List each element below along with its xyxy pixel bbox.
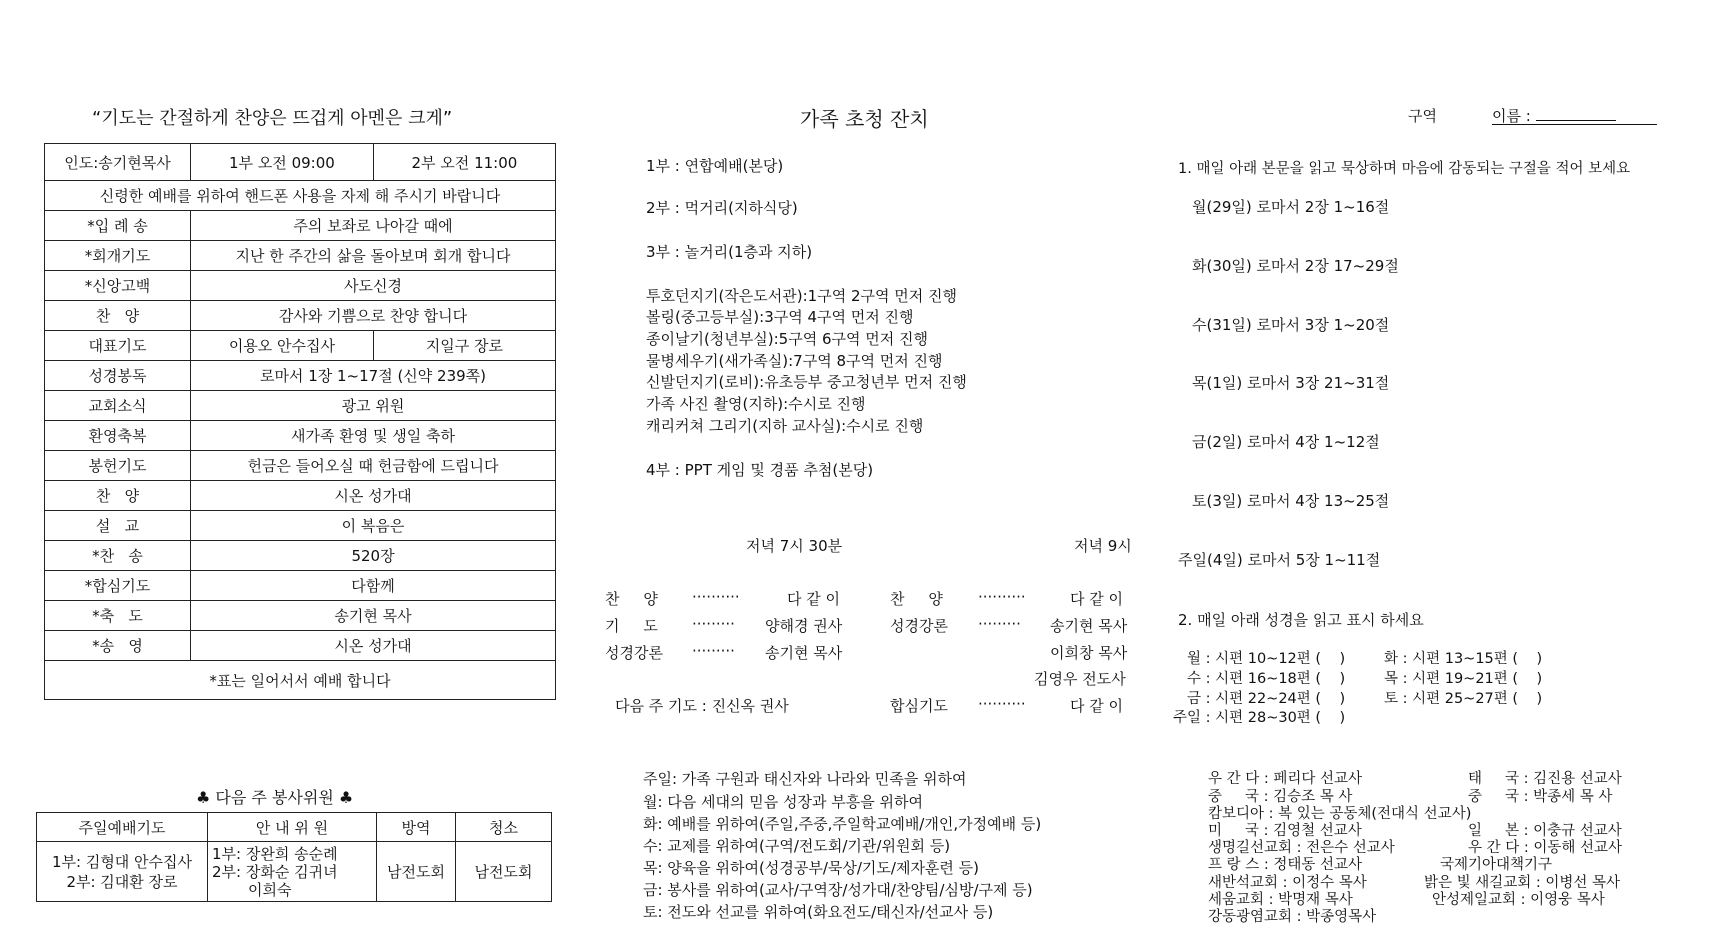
mission-item: 일 본 : 이충규 선교사: [1468, 823, 1622, 839]
order-label: 찬 양: [45, 301, 191, 331]
leader-dots: ·········: [692, 615, 735, 633]
game-item: 종이날기(청년부실):5구역 6구역 먼저 진행: [646, 330, 928, 348]
duty-prayer-1: 1부: 김형대 안수집사: [51, 852, 193, 871]
night-name: 김영우 전도사: [1034, 670, 1126, 688]
evening-label: 기 도: [605, 617, 658, 635]
night-label: 성경강론: [890, 617, 948, 635]
night-name: 이희창 목사: [1050, 644, 1128, 662]
name-blank: [1536, 120, 1616, 121]
mission-item: 안성제일교회 : 이영웅 목사: [1432, 892, 1605, 908]
section2-title: 2. 매일 아래 성경을 읽고 표시 하세요: [1178, 611, 1424, 629]
prayer-topic: 목: 양육을 위하여(성경공부/묵상/기도/제자훈련 등): [643, 859, 980, 877]
table-row: [45, 451, 556, 481]
order-label: 대표기도: [45, 331, 191, 361]
name-label-text: 이름 :: [1492, 107, 1531, 125]
mission-item: 중 국 : 김승조 목 사: [1208, 789, 1353, 805]
night-name: 다 같 이: [1070, 590, 1124, 608]
prayer-topic: 수: 교제를 위하여(구역/전도회/기관/위원회 등): [643, 837, 951, 855]
table-row: [45, 631, 556, 661]
evening-name: 다 같 이: [787, 590, 841, 608]
duty-prayer: [37, 842, 208, 902]
mission-item: 중 국 : 박종세 목 사: [1468, 789, 1613, 805]
mission-item: 세움교회 : 박명재 목사: [1208, 892, 1353, 908]
motto: “기도는 간절하게 찬양은 뜨겁게 아멘은 크게”: [92, 108, 453, 129]
evening-label: 찬 양: [605, 590, 658, 608]
program-item: 2부 : 먹거리(지하식당): [646, 199, 798, 217]
table-row: [45, 541, 556, 571]
name-label: [1492, 105, 1616, 126]
district-label: 구역: [1408, 107, 1437, 125]
duty-quarantine: 남전도회: [377, 842, 456, 902]
section1-title: 1. 매일 아래 본문을 읽고 묵상하며 마음에 감동되는 구절을 적어 보세요: [1178, 161, 1631, 177]
duty-header: 방역: [377, 813, 456, 842]
duty-guide-1: 1부: 장완희 송순례: [212, 844, 338, 863]
game-item: 신발던지기(로비):유초등부 중고청년부 먼저 진행: [646, 373, 967, 391]
order-value: 시온 성가대: [191, 631, 556, 661]
leader-dots: ·········: [692, 642, 735, 660]
first-service-time: 1부 오전 09:00: [191, 144, 374, 181]
prayer-topic: 주일: 가족 구원과 태신자와 나라와 민족을 위하여: [643, 770, 967, 788]
leader-dots: ··········: [978, 588, 1026, 606]
table-row: [45, 181, 556, 211]
leader-cell: 인도:송기현목사: [45, 144, 191, 181]
table-row: [45, 211, 556, 241]
reading-item: 토(3일) 로마서 4장 13~25절: [1192, 492, 1390, 510]
night-name: 송기현 목사: [1050, 617, 1128, 635]
order-value-2: 지일구 장로: [373, 331, 555, 361]
order-value: 로마서 1장 1~17절 (신약 239쪽): [191, 361, 556, 391]
duty-prayer-2: 2부: 김대환 장로: [66, 872, 178, 891]
table-row: [37, 842, 552, 902]
order-label: *송 영: [45, 631, 191, 661]
order-value: 주의 보좌로 나아갈 때에: [191, 211, 556, 241]
table-row: [45, 601, 556, 631]
table-row: [45, 271, 556, 301]
together-name: 다 같 이: [1070, 697, 1124, 715]
name-underline: [1492, 124, 1657, 125]
leader-dots: ··········: [978, 695, 1026, 713]
duty-header: 주일예배기도: [37, 813, 208, 842]
psalm-item: 화 : 시편 13~15편 ( ): [1384, 651, 1543, 667]
table-row: [45, 571, 556, 601]
evening-time: 저녁 7시 30분: [746, 537, 843, 555]
order-label: *회개기도: [45, 241, 191, 271]
reading-item: 수(31일) 로마서 3장 1~20절: [1192, 316, 1390, 334]
order-label: *입 례 송: [45, 211, 191, 241]
order-label: 봉헌기도: [45, 451, 191, 481]
mission-item: 밝은 빛 새길교회 : 이병선 목사: [1424, 875, 1621, 891]
order-value: 송기현 목사: [191, 601, 556, 631]
order-value: 시온 성가대: [191, 481, 556, 511]
program-item: 3부 : 놀거리(1층과 지하): [646, 243, 813, 261]
order-value: 이 복음은: [191, 511, 556, 541]
duty-guide-3: 이희숙: [248, 880, 292, 899]
mission-item: 국제기아대책기구: [1440, 857, 1553, 873]
duty-guide-2: 2부: 장화순 김귀녀: [212, 862, 338, 881]
evening-label: 성경강론: [605, 644, 663, 662]
reading-item: 목(1일) 로마서 3장 21~31절: [1192, 374, 1390, 392]
next-prayer: 다음 주 기도 : 진신옥 권사: [615, 697, 789, 715]
table-row: [45, 511, 556, 541]
mission-item: 새반석교회 : 이정수 목사: [1208, 875, 1367, 891]
order-label: *신앙고백: [45, 271, 191, 301]
night-time: 저녁 9시: [1074, 537, 1132, 555]
mission-item: 태 국 : 김진용 선교사: [1468, 771, 1622, 787]
psalm-item: 토 : 시편 25~27편 ( ): [1384, 691, 1543, 707]
game-item: 볼링(중고등부실):3구역 4구역 먼저 진행: [646, 308, 914, 326]
reading-item: 금(2일) 로마서 4장 1~12절: [1192, 433, 1380, 451]
program-item: 1부 : 연합예배(본당): [646, 157, 784, 175]
table-row: [45, 361, 556, 391]
table-row: [45, 661, 556, 700]
order-label: *찬 송: [45, 541, 191, 571]
order-label: *축 도: [45, 601, 191, 631]
order-value: 사도신경: [191, 271, 556, 301]
order-value: 지난 한 주간의 삶을 돌아보며 회개 합니다: [191, 241, 556, 271]
table-row: [45, 241, 556, 271]
order-label: 찬 양: [45, 481, 191, 511]
psalm-item: 주일 : 시편 28~30편 ( ): [1173, 710, 1346, 726]
standing-note: *표는 일어서서 예배 합니다: [45, 661, 556, 700]
psalm-item: 목 : 시편 19~21편 ( ): [1384, 671, 1543, 687]
table-row: [37, 813, 552, 842]
evening-name: 송기현 목사: [765, 644, 843, 662]
psalm-item: 금 : 시편 22~24편 ( ): [1187, 691, 1346, 707]
leader-dots: ··········: [692, 588, 740, 606]
game-item: 투호던지기(작은도서관):1구역 2구역 먼저 진행: [646, 287, 957, 305]
order-label: 성경봉독: [45, 361, 191, 391]
order-label: 설 교: [45, 511, 191, 541]
second-service-time: 2부 오전 11:00: [373, 144, 555, 181]
mission-item: 프 랑 스 : 정태동 선교사: [1208, 857, 1362, 873]
together-label: 합심기도: [890, 697, 948, 715]
program-item: 4부 : PPT 게임 및 경품 추첨(본당): [646, 461, 874, 479]
mission-item: 우 간 다 : 이동해 선교사: [1468, 840, 1622, 856]
order-value: 이용오 안수집사: [191, 331, 374, 361]
prayer-topic: 금: 봉사를 위하여(교사/구역장/성가대/찬양팀/심방/구제 등): [643, 881, 1033, 899]
reading-item: 주일(4일) 로마서 5장 1~11절: [1178, 551, 1381, 569]
order-value: 헌금은 들어오실 때 헌금함에 드립니다: [191, 451, 556, 481]
duty-table: [36, 812, 552, 902]
game-item: 물병세우기(새가족실):7구역 8구역 먼저 진행: [646, 352, 943, 370]
reading-item: 월(29일) 로마서 2장 1~16절: [1192, 198, 1390, 216]
order-value: 감사와 기쁨으로 찬양 합니다: [191, 301, 556, 331]
table-row: [45, 421, 556, 451]
table-row: [45, 331, 556, 361]
worship-order-table: [44, 143, 556, 700]
table-row: [45, 144, 556, 181]
order-value: 다함께: [191, 571, 556, 601]
game-item: 캐리커쳐 그리기(지하 교사실):수시로 진행: [646, 417, 924, 435]
mission-item: 생명길선교회 : 전은수 선교사: [1208, 840, 1395, 856]
table-row: [45, 301, 556, 331]
leader-dots: ·········: [978, 615, 1021, 633]
duty-title: ♣ 다음 주 봉사위원 ♣: [196, 788, 354, 807]
night-label: 찬 양: [890, 590, 943, 608]
game-item: 가족 사진 촬영(지하):수시로 진행: [646, 395, 866, 413]
duty-header: 안 내 위 원: [208, 813, 377, 842]
mission-item: 우 간 다 : 페리다 선교사: [1208, 771, 1362, 787]
order-label: 환영축복: [45, 421, 191, 451]
order-value: 광고 위원: [191, 391, 556, 421]
psalm-item: 월 : 시편 10~12편 ( ): [1187, 651, 1346, 667]
mission-item: 미 국 : 김영철 선교사: [1208, 823, 1362, 839]
event-title: 가족 초청 잔치: [800, 107, 929, 131]
mission-item: 캄보디아 : 복 있는 공동체(전대식 선교사): [1208, 806, 1472, 822]
duty-guide: [208, 842, 377, 902]
table-row: [45, 391, 556, 421]
duty-cleaning: 남전도회: [456, 842, 552, 902]
mission-item: 강동광염교회 : 박종영목사: [1208, 909, 1377, 925]
table-row: [45, 481, 556, 511]
evening-name: 양해경 권사: [765, 617, 843, 635]
reading-item: 화(30일) 로마서 2장 17~29절: [1192, 257, 1399, 275]
prayer-topic: 화: 예배를 위하여(주일,주중,주일학교예배/개인,가정예배 등): [643, 815, 1042, 833]
prayer-topic: 토: 전도와 선교를 위하여(화요전도/태신자/선교사 등): [643, 903, 994, 921]
order-label: 교회소식: [45, 391, 191, 421]
psalm-item: 수 : 시편 16~18편 ( ): [1187, 671, 1346, 687]
duty-header: 청소: [456, 813, 552, 842]
order-value: 새가족 환영 및 생일 축하: [191, 421, 556, 451]
order-label: *합심기도: [45, 571, 191, 601]
prayer-topic: 월: 다음 세대의 믿음 성장과 부흥을 위하여: [643, 793, 923, 811]
order-value: 520장: [191, 541, 556, 571]
phone-notice: 신령한 예배를 위하여 핸드폰 사용을 자제 해 주시기 바랍니다: [45, 181, 556, 211]
